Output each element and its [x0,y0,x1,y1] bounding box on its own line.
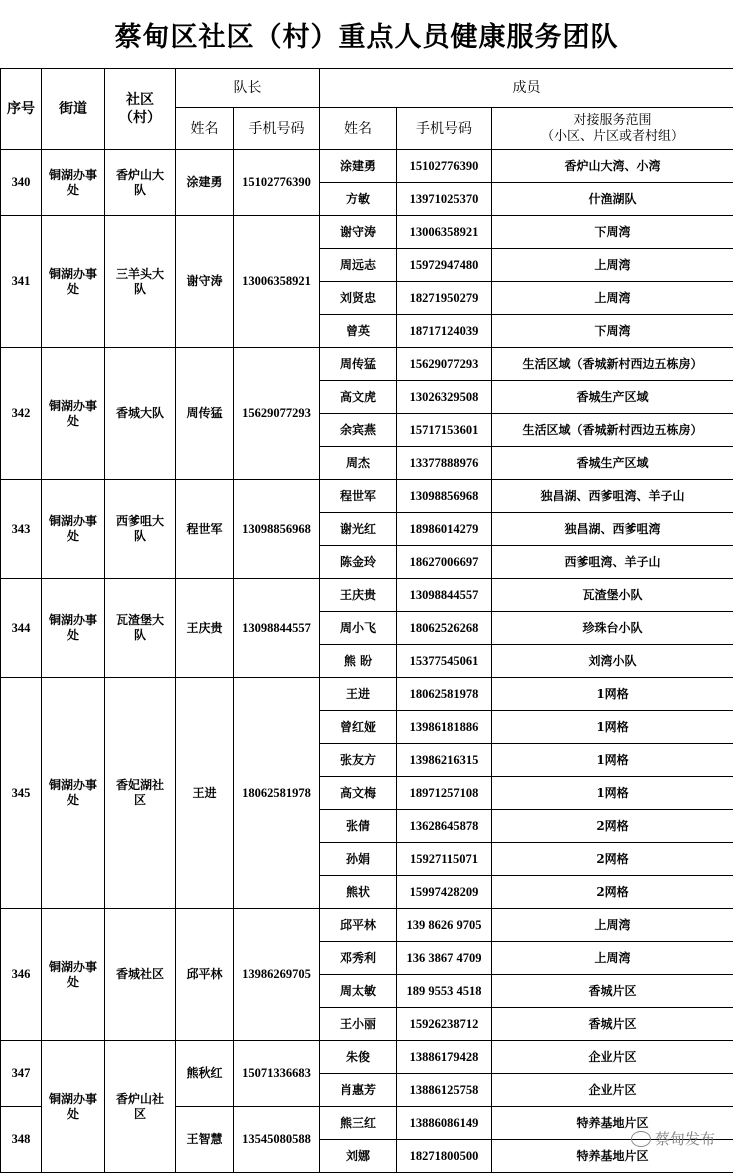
member-name-cell: 刘贤忠 [320,282,397,315]
table-row [1,480,733,513]
member-phone-cell: 15102776390 [397,150,492,183]
seq-cell: 341 [1,216,42,348]
street-cell: 铜湖办事处 [42,579,105,678]
community-cell: 瓦渣堡大队 [105,579,176,678]
captain-name-cell: 王进 [176,678,234,909]
member-name-cell: 张友方 [320,744,397,777]
header-captain-phone: 手机号码 [234,108,320,150]
table-row [1,1041,733,1074]
header-seq: 序号 [1,69,42,150]
header-captain: 队长 [176,69,320,108]
member-scope-cell: 2网格 [492,843,733,876]
member-name-cell: 肖惠芳 [320,1074,397,1107]
member-scope-cell: 生活区域（香城新村西边五栋房） [492,348,733,381]
member-name-cell: 陈金玲 [320,546,397,579]
captain-name-cell: 王智慧 [176,1107,234,1173]
seq-cell: 340 [1,150,42,216]
member-name-cell: 曾红娅 [320,711,397,744]
member-phone-cell: 18062526268 [397,612,492,645]
community-cell: 三羊头大队 [105,216,176,348]
captain-phone-cell: 13986269705 [234,909,320,1041]
member-scope-cell: 上周湾 [492,909,733,942]
member-scope-cell: 生活区域（香城新村西边五栋房） [492,414,733,447]
member-phone-cell: 13886086149 [397,1107,492,1140]
header-street: 街道 [42,69,105,150]
header-community [105,69,176,150]
community-cell: 香城大队 [105,348,176,480]
member-phone-cell: 13098856968 [397,480,492,513]
captain-name-cell: 邱平林 [176,909,234,1041]
member-phone-cell: 13986181886 [397,711,492,744]
community-cell: 香炉山社区 [105,1041,176,1173]
member-phone-cell: 18971257108 [397,777,492,810]
table-row [1,216,733,249]
captain-name-cell: 王庆贵 [176,579,234,678]
member-scope-cell: 上周湾 [492,249,733,282]
member-scope-cell: 什渔湖队 [492,183,733,216]
member-phone-cell: 139 8626 9705 [397,909,492,942]
member-name-cell: 周杰 [320,447,397,480]
member-name-cell: 朱俊 [320,1041,397,1074]
member-phone-cell: 13098844557 [397,579,492,612]
header-community-text: 社区 （村） [119,92,161,126]
member-name-cell: 谢守涛 [320,216,397,249]
street-cell: 铜湖办事处 [42,909,105,1041]
captain-phone-cell: 18062581978 [234,678,320,909]
member-phone-cell: 15926238712 [397,1008,492,1041]
member-name-cell: 曾英 [320,315,397,348]
table-row [1,348,733,381]
table-row [1,678,733,711]
member-phone-cell: 13971025370 [397,183,492,216]
health-team-table [0,68,733,1173]
member-name-cell: 邓秀利 [320,942,397,975]
member-phone-cell: 18271800500 [397,1140,492,1173]
member-scope-cell: 企业片区 [492,1041,733,1074]
member-scope-cell: 1网格 [492,777,733,810]
wechat-icon [631,1131,651,1147]
captain-name-cell: 谢守涛 [176,216,234,348]
member-phone-cell: 15972947480 [397,249,492,282]
member-scope-cell: 特养基地片区 [492,1107,733,1140]
member-phone-cell: 13628645878 [397,810,492,843]
member-name-cell: 刘娜 [320,1140,397,1173]
member-name-cell: 高文虎 [320,381,397,414]
member-scope-cell: 上周湾 [492,282,733,315]
table-row [1,150,733,183]
member-phone-cell: 189 9553 4518 [397,975,492,1008]
captain-phone-cell: 13545080588 [234,1107,320,1173]
member-name-cell: 熊 盼 [320,645,397,678]
seq-cell: 347 [1,1041,42,1107]
member-name-cell: 程世军 [320,480,397,513]
seq-cell: 345 [1,678,42,909]
member-scope-cell: 上周湾 [492,942,733,975]
member-phone-cell: 15629077293 [397,348,492,381]
header-scope-text: 对接服务范围 （小区、片区或者村组） [541,112,685,144]
header-captain-name: 姓名 [176,108,234,150]
member-name-cell: 周远志 [320,249,397,282]
seq-cell: 342 [1,348,42,480]
street-cell: 铜湖办事处 [42,678,105,909]
header-member-scope [492,108,733,150]
member-phone-cell: 13886179428 [397,1041,492,1074]
community-cell: 香炉山大队 [105,150,176,216]
member-phone-cell: 136 3867 4709 [397,942,492,975]
member-scope-cell: 特养基地片区 [492,1140,733,1173]
captain-phone-cell: 13098856968 [234,480,320,579]
member-scope-cell: 香城生产区域 [492,381,733,414]
member-phone-cell: 13006358921 [397,216,492,249]
member-name-cell: 王小丽 [320,1008,397,1041]
captain-phone-cell: 15071336683 [234,1041,320,1107]
header-members: 成员 [320,69,733,108]
member-name-cell: 周小飞 [320,612,397,645]
table-row [1,579,733,612]
member-phone-cell: 15377545061 [397,645,492,678]
member-phone-cell: 15717153601 [397,414,492,447]
member-scope-cell: 独昌湖、西爹咀湾 [492,513,733,546]
member-scope-cell: 瓦渣堡小队 [492,579,733,612]
member-name-cell: 张倩 [320,810,397,843]
member-scope-cell: 下周湾 [492,315,733,348]
captain-name-cell: 涂建勇 [176,150,234,216]
member-scope-cell: 下周湾 [492,216,733,249]
member-name-cell: 谢光红 [320,513,397,546]
captain-phone-cell: 13006358921 [234,216,320,348]
header-member-name: 姓名 [320,108,397,150]
captain-phone-cell: 13098844557 [234,579,320,678]
page-title: 蔡甸区社区（村）重点人员健康服务团队 [114,21,619,53]
member-phone-cell: 13886125758 [397,1074,492,1107]
seq-cell: 346 [1,909,42,1041]
street-cell: 铜湖办事处 [42,348,105,480]
captain-name-cell: 熊秋红 [176,1041,234,1107]
member-name-cell: 孙娟 [320,843,397,876]
captain-name-cell: 程世军 [176,480,234,579]
community-cell: 西爹咀大队 [105,480,176,579]
captain-name-cell: 周传猛 [176,348,234,480]
member-phone-cell: 13026329508 [397,381,492,414]
member-name-cell: 方敏 [320,183,397,216]
member-phone-cell: 15927115071 [397,843,492,876]
member-phone-cell: 18627006697 [397,546,492,579]
street-cell: 铜湖办事处 [42,1041,105,1173]
member-scope-cell: 香炉山大湾、小湾 [492,150,733,183]
member-name-cell: 涂建勇 [320,150,397,183]
street-cell: 铜湖办事处 [42,150,105,216]
member-name-cell: 周太敏 [320,975,397,1008]
street-cell: 铜湖办事处 [42,216,105,348]
member-scope-cell: 香城片区 [492,975,733,1008]
header-member-phone: 手机号码 [397,108,492,150]
member-scope-cell: 企业片区 [492,1074,733,1107]
member-phone-cell: 18717124039 [397,315,492,348]
member-scope-cell: 刘湾小队 [492,645,733,678]
table-body [1,150,733,1173]
community-cell: 香妃湖社区 [105,678,176,909]
member-scope-cell: 珍珠台小队 [492,612,733,645]
member-scope-cell: 香城片区 [492,1008,733,1041]
member-name-cell: 余宾燕 [320,414,397,447]
seq-cell: 343 [1,480,42,579]
member-scope-cell: 独昌湖、西爹咀湾、羊子山 [492,480,733,513]
member-phone-cell: 18271950279 [397,282,492,315]
watermark-text: 蔡甸发布 [654,1130,715,1148]
member-name-cell: 熊状 [320,876,397,909]
member-name-cell: 熊三红 [320,1107,397,1140]
member-phone-cell: 18062581978 [397,678,492,711]
member-scope-cell: 1网格 [492,678,733,711]
seq-cell: 348 [1,1107,42,1173]
community-cell: 香城社区 [105,909,176,1041]
captain-phone-cell: 15102776390 [234,150,320,216]
table-row [1,909,733,942]
member-name-cell: 邱平林 [320,909,397,942]
member-scope-cell: 1网格 [492,744,733,777]
member-name-cell: 王进 [320,678,397,711]
member-phone-cell: 18986014279 [397,513,492,546]
captain-phone-cell: 15629077293 [234,348,320,480]
member-scope-cell: 西爹咀湾、羊子山 [492,546,733,579]
member-phone-cell: 13986216315 [397,744,492,777]
member-name-cell: 王庆贵 [320,579,397,612]
watermark [631,1128,715,1149]
member-scope-cell: 2网格 [492,876,733,909]
member-scope-cell: 1网格 [492,711,733,744]
member-name-cell: 周传猛 [320,348,397,381]
member-scope-cell: 香城生产区域 [492,447,733,480]
member-phone-cell: 15997428209 [397,876,492,909]
member-phone-cell: 13377888976 [397,447,492,480]
member-scope-cell: 2网格 [492,810,733,843]
seq-cell: 344 [1,579,42,678]
member-name-cell: 高文梅 [320,777,397,810]
street-cell: 铜湖办事处 [42,480,105,579]
